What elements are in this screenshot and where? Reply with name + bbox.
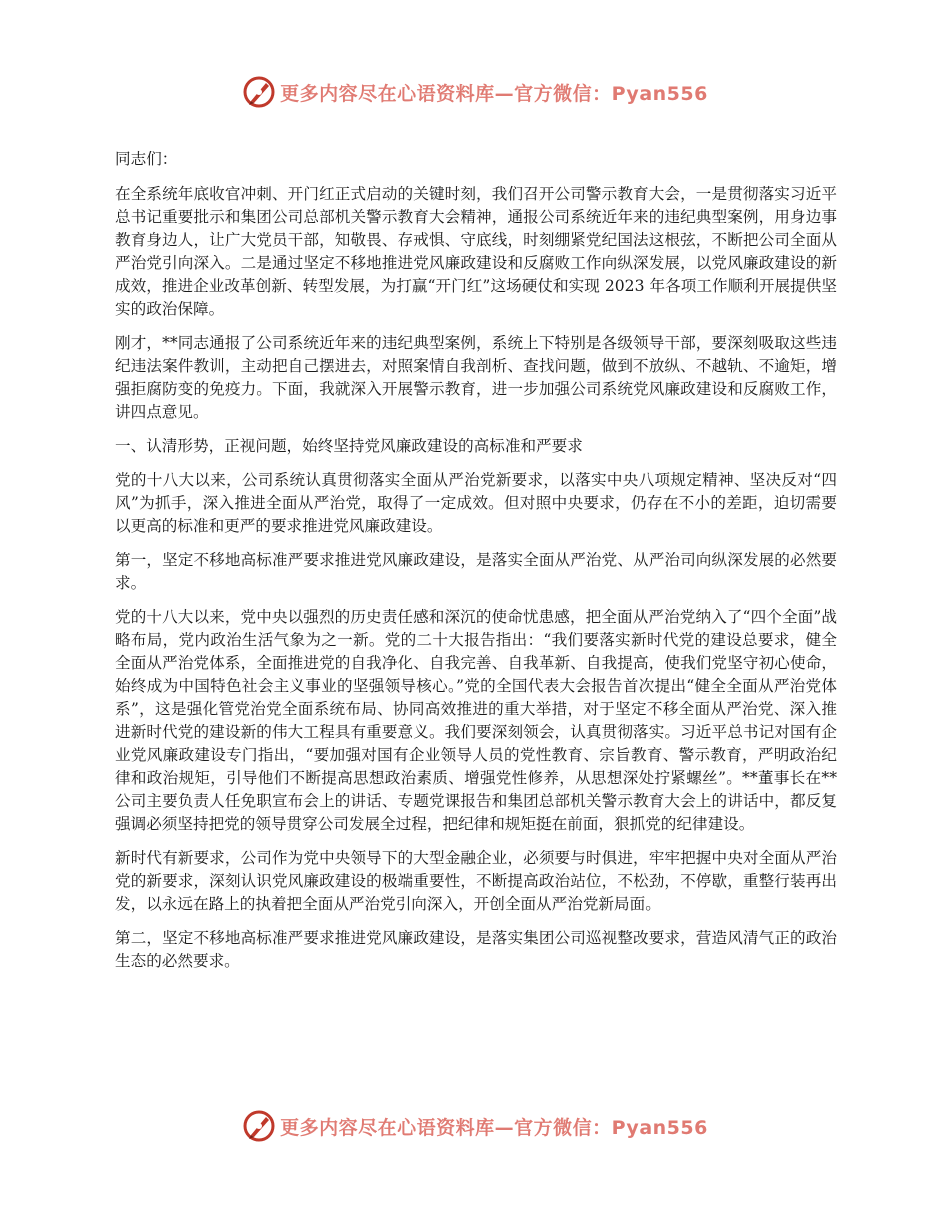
greeting: 同志们： <box>115 150 178 168</box>
paragraph: 刚才，**同志通报了公司系统近年来的违纪典型案例，系统上下特别是各级领导干部，要深刻吸取这些违纪违法案件教训，主动把自己摆进去，对照案情自我剖析、查找问题，做到不放纵、不越轨、不逾矩，增强拒腐防变的免疫力。下面，我就深入开展警示教育，进一步加强公司系统党风廉政建设和反腐败工作，讲四点意见。 <box>115 334 837 421</box>
logo-icon <box>242 1109 276 1143</box>
paragraph: 党的十八大以来，公司系统认真贯彻落实全面从严治党新要求，以落实中央八项规定精神、坚决反对“四风”为抓手，深入推进全面从严治党，取得了一定成效。但对照中央要求，仍存在不小的差距，迫切需要以更高的标准和更严的要求推进党风廉政建设。 <box>115 471 837 535</box>
document-body <box>115 148 837 984</box>
banner-text: 更多内容尽在心语资料库—官方微信：Pyan556 <box>280 82 708 105</box>
paragraph: 党的十八大以来，党中央以强烈的历史责任感和深沉的使命忧患感，把全面从严治党纳入了“四个全面”战略布局，党内政治生活气象为之一新。党的二十大报告指出：“我们要落实新时代党的建设总要求，健全全面从严治党体系，全面推进党的自我净化、自我完善、自我革新、自我提高，使我们党坚守初心使命，始终成为中国特色社会主义事业的坚强领导核心。”党的全国代表大会报告首次提出“健全全面从严治党体系”，这是强化管党治党全面系统布局、协同高效推进的重大举措，对于坚定不移全面从严治党、深入推进新时代党的建设新的伟大工程具有重要意义。我们要深刻领会，认真贯彻落实。习近平总书记对国有企业党风廉政建设专门指出，“要加强对国有企业领导人员的党性教育、宗旨教育、警示教育，严明政治纪律和政治规矩，引导他们不断提高思想政治素质、增强党性修养，从思想深处拧紧螺丝”。**董事长在**公司主要负责人任免职宣布会上的讲话、专题党课报告和集团总部机关警示教育大会上的讲话中，都反复强调必须坚持把党的领导贯穿公司发展全过程，把纪律和规矩挺在前面，狠抓党的纪律建设。 <box>115 608 837 833</box>
subheading: 第二，坚定不移地高标准严要求推进党风廉政建设，是落实集团公司巡视整改要求，营造风清气正的政治生态的必然要求。 <box>115 929 837 970</box>
header-banner <box>0 70 950 114</box>
section-heading: 一、认清形势，正视问题，始终坚持党风廉政建设的高标准和严要求 <box>115 437 583 455</box>
logo-icon <box>242 75 276 109</box>
paragraph: 新时代有新要求，公司作为党中央领导下的大型金融企业，必须要与时俱进，牢牢把握中央对全面从严治党的新要求，深刻认识党风廉政建设的极端重要性，不断提高政治站位，不松劲，不停歇，重整行装再出发，以永远在路上的执着把全面从严治党引向深入，开创全面从严治党新局面。 <box>115 849 837 913</box>
subheading: 第一，坚定不移地高标准严要求推进党风廉政建设，是落实全面从严治党、从严治司向纵深发展的必然要求。 <box>115 551 837 592</box>
footer-banner <box>0 1104 950 1148</box>
banner-text: 更多内容尽在心语资料库—官方微信：Pyan556 <box>280 1116 708 1139</box>
paragraph: 在全系统年底收官冲刺、开门红正式启动的关键时刻，我们召开公司警示教育大会，一是贯彻落实习近平总书记重要批示和集团公司总部机关警示教育大会精神，通报公司系统近年来的违纪典型案例，用身边事教育身边人，让广大党员干部，知敬畏、存戒惧、守底线，时刻绷紧党纪国法这根弦，不断把公司全面从严治党引向深入。二是通过坚定不移地推进党风廉政建设和反腐败工作向纵深发展，以党风廉政建设的新成效，推进企业改革创新、转型发展，为打赢“开门红”这场硬仗和实现 2023 年各项工作顺利开展提供坚实的政治保障。 <box>115 185 837 318</box>
